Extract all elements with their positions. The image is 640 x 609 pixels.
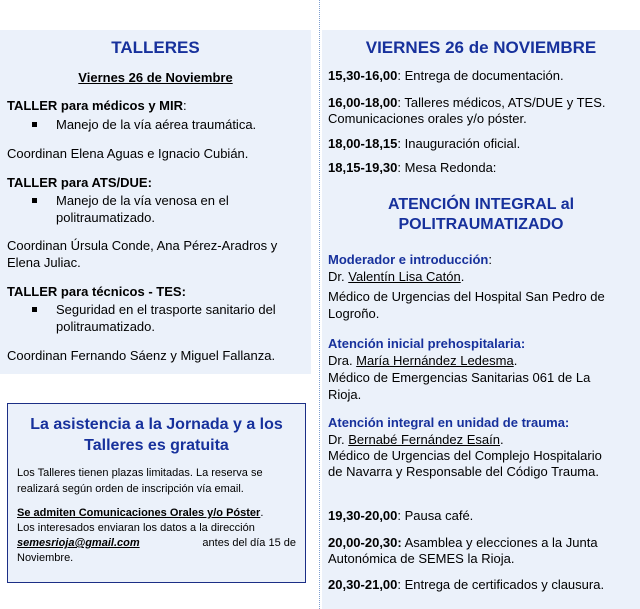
gratuita-title-line2: Talleres es gratuita [84, 437, 229, 454]
bullet-icon [32, 198, 37, 203]
schedule-item [328, 95, 605, 111]
column-divider [319, 0, 320, 609]
ponente-role-label: Moderador e introducción [328, 252, 489, 267]
schedule-item-line2: Comunicaciones orales y/o póster. [328, 111, 527, 126]
email-link[interactable]: semesrioja@gmail.com [17, 537, 140, 549]
mesa-redonda-title [322, 195, 640, 235]
schedule-time: 20,00-20,30: [328, 535, 402, 550]
talleres-title: TALLERES [111, 38, 200, 57]
gratuita-box [7, 403, 306, 583]
schedule-item [328, 68, 564, 84]
programa-title: VIERNES 26 de NOVIEMBRE [365, 38, 597, 57]
taller-medicos-item: Manejo de la vía aérea traumática. [56, 117, 257, 132]
ponente-suffix: . [500, 432, 504, 447]
ponente-desc-line2: de Navarra y Responsable del Código Trauma. [328, 464, 599, 479]
ponente-prefix: Dra. [328, 353, 357, 368]
talleres-date: Viernes 26 de Noviembre [78, 70, 233, 85]
taller-medicos-coord: Coordinan Elena Aguas e Ignacio Cubián. [7, 146, 249, 161]
schedule-item [328, 535, 598, 551]
talleres-panel [0, 30, 311, 374]
interesados-line2-rest: antes del día 15 de [202, 537, 296, 549]
ponente-desc-line1: Médico de Urgencias del Hospital San Pedro de [328, 289, 605, 304]
ponente-name: Valentín Lisa Catón [348, 269, 461, 284]
schedule-text: : Mesa Redonda: [397, 160, 497, 175]
schedule-item [328, 136, 520, 152]
ponente-role [328, 252, 492, 268]
taller-ats-coord-line2: Elena Juliac. [7, 255, 81, 270]
schedule-time: 18,00-18,15 [328, 136, 398, 151]
taller-tes-coord: Coordinan Fernando Sáenz y Miguel Fallanza. [7, 348, 276, 363]
comunicaciones-line [17, 506, 263, 520]
ponente-suffix: . [513, 353, 518, 368]
plazas-line2: realizará según orden de inscripción vía email. [17, 483, 244, 495]
ponente-role-colon: : [488, 252, 492, 267]
comunicaciones-period: . [260, 507, 264, 519]
ponente-name: Bernabé Fernández Esaín [348, 432, 501, 447]
ponente-prefix: Dr. [328, 432, 349, 447]
taller-ats-coord-line1: Coordinan Úrsula Conde, Ana Pérez-Aradros y [7, 238, 278, 253]
schedule-text: : Inauguración oficial. [397, 136, 521, 151]
schedule-time: 19,30-20,00 [328, 508, 398, 523]
taller-ats-item-line1: Manejo de la vía venosa en el [56, 193, 229, 208]
schedule-item [328, 160, 496, 176]
schedule-time: 15,30-16,00 [328, 68, 398, 83]
plazas-line1: Los Talleres tienen plazas limitadas. La reserva se [17, 467, 263, 479]
bullet-icon [32, 307, 37, 312]
taller-tes-item-line1: Seguridad en el trasporte sanitario del [56, 302, 276, 317]
ponente-desc-line2: Logroño. [328, 306, 380, 321]
ponente-prefix: Dr. [328, 269, 349, 284]
schedule-text: : Pausa café. [397, 508, 474, 523]
taller-medicos-colon: : [183, 98, 187, 113]
interesados-line3: Noviembre. [17, 552, 74, 564]
schedule-text: : Talleres médicos, ATS/DUE y TES. [397, 95, 606, 110]
ponente-name-line [328, 353, 517, 369]
interesados-line2 [17, 536, 296, 550]
schedule-text: Asamblea y elecciones a la Junta [401, 535, 598, 550]
ponente-name: María Hernández Ledesma [356, 353, 514, 368]
gratuita-title [8, 414, 305, 456]
schedule-text: : Entrega de certificados y clausura. [397, 577, 605, 592]
taller-tes-title: TALLER para técnicos - TES: [7, 284, 186, 299]
programa-panel [322, 30, 640, 609]
ponente-name-line [328, 269, 464, 285]
taller-ats-item-line2: politraumatizado. [56, 210, 155, 225]
ponente-role-label: Atención inicial prehospitalaria: [328, 336, 526, 351]
bullet-icon [32, 122, 37, 127]
ponente-suffix: . [460, 269, 465, 284]
taller-tes-item-line2: politraumatizado. [56, 319, 155, 334]
schedule-text: : Entrega de documentación. [397, 68, 564, 83]
schedule-time: 16,00-18,00 [328, 95, 398, 110]
ponente-desc-line1: Médico de Emergencias Sanitarias 061 de La [328, 370, 591, 385]
taller-ats-title: TALLER para ATS/DUE: [7, 175, 152, 190]
interesados-line1: Los interesados enviaran los datos a la dirección [17, 522, 255, 534]
schedule-time: 20,30-21,00 [328, 577, 398, 592]
ponente-desc-line2: Rioja. [328, 387, 362, 402]
comunicaciones-bold: Se admiten Comunicaciones Orales y/o Póster [17, 507, 261, 519]
mesa-redonda-title-line1: ATENCIÓN INTEGRAL al [387, 196, 575, 213]
schedule-item-line2: Autonómica de SEMES la Rioja. [328, 551, 515, 566]
gratuita-title-line1: La asistencia a la Jornada y a los [30, 416, 283, 433]
ponente-name-line [328, 432, 504, 448]
ponente-desc-line1: Médico de Urgencias del Complejo Hospitalario [328, 448, 602, 463]
taller-medicos-heading [7, 98, 187, 114]
mesa-redonda-title-line2: POLITRAUMATIZADO [398, 216, 564, 233]
schedule-time: 18,15-19,30 [328, 160, 398, 175]
taller-medicos-title: TALLER para médicos y MIR [7, 98, 184, 113]
schedule-item [328, 508, 473, 524]
schedule-item [328, 577, 604, 593]
ponente-role-label: Atención integral en unidad de trauma: [328, 415, 570, 430]
